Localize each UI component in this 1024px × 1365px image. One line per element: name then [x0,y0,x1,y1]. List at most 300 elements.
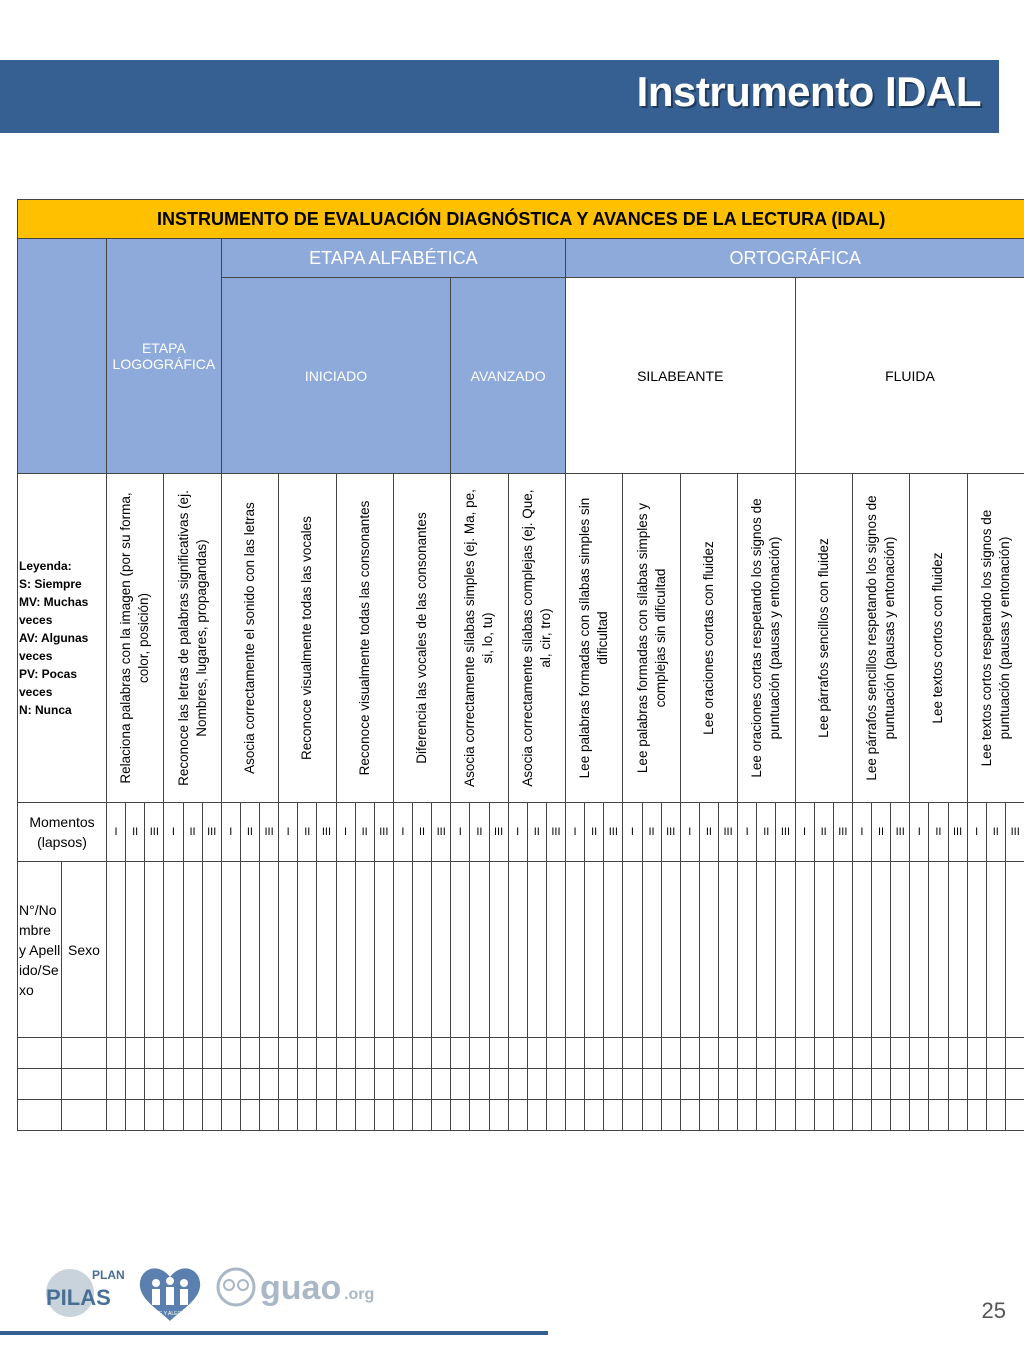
moment-cell: I [795,803,814,862]
score-cell[interactable] [623,1069,642,1100]
score-cell[interactable] [1005,862,1024,1038]
moment-cell: I [336,803,355,862]
score-cell[interactable] [221,1100,240,1131]
score-cell[interactable] [929,862,948,1038]
score-cell[interactable] [623,1100,642,1131]
idal-table [17,199,1024,1131]
moment-cell: II [929,803,948,862]
score-cell[interactable] [852,1069,871,1100]
score-cell[interactable] [355,1038,374,1069]
score-cell[interactable] [202,1069,221,1100]
score-cell[interactable] [240,862,259,1038]
score-cell[interactable] [546,1069,565,1100]
score-cell[interactable] [317,862,336,1038]
score-cell[interactable] [986,862,1005,1038]
score-cell[interactable] [642,1100,661,1131]
score-cell[interactable] [240,1069,259,1100]
score-cell[interactable] [795,1069,814,1100]
score-cell[interactable] [814,862,833,1038]
score-cell[interactable] [164,1100,183,1131]
score-cell[interactable] [336,1069,355,1100]
legend-header-cell [18,239,107,474]
score-cell[interactable] [585,1038,604,1069]
score-cell[interactable] [833,1038,852,1069]
score-cell[interactable] [814,1069,833,1100]
svg-text:FE Y ALEGRÍA: FE Y ALEGRÍA [156,1311,190,1317]
score-cell[interactable] [279,1069,298,1100]
score-cell[interactable] [604,1038,623,1069]
student-row [18,1100,1024,1131]
score-cell[interactable] [260,1038,279,1069]
score-cell[interactable] [164,862,183,1038]
score-cell[interactable] [623,862,642,1038]
score-cell[interactable] [489,1069,508,1100]
score-cell[interactable] [757,1069,776,1100]
score-cell[interactable] [451,862,470,1038]
score-cell[interactable] [623,1038,642,1069]
moment-cell: II [470,803,489,862]
score-cell[interactable] [374,862,393,1038]
moment-cell: I [967,803,986,862]
score-cell[interactable] [604,1100,623,1131]
student-info-cell[interactable] [62,1069,107,1100]
partner-logos [38,1255,398,1325]
score-cell[interactable] [757,1100,776,1131]
score-cell[interactable] [240,1100,259,1131]
table-title: INSTRUMENTO DE EVALUACIÓN DIAGNÓSTICA Y AVANCES DE LA LECTURA (IDAL) [18,200,1024,239]
score-cell[interactable] [719,1038,738,1069]
score-cell[interactable] [814,1038,833,1069]
moment-cell: II [699,803,718,862]
score-cell[interactable] [642,1038,661,1069]
score-cell[interactable] [795,862,814,1038]
score-cell[interactable] [852,862,871,1038]
score-cell[interactable] [183,862,202,1038]
score-cell[interactable] [986,1069,1005,1100]
score-cell[interactable] [566,1069,585,1100]
score-cell[interactable] [738,1100,757,1131]
score-cell[interactable] [891,1038,910,1069]
score-cell[interactable] [298,1100,317,1131]
score-cell[interactable] [355,1100,374,1131]
score-cell[interactable] [661,1038,680,1069]
score-cell[interactable] [738,862,757,1038]
score-cell[interactable] [527,1100,546,1131]
criterion-label: Lee palabras formadas con sílabas simples y complejas sin dificultad [634,502,668,774]
score-cell[interactable] [910,1100,929,1131]
score-cell[interactable] [107,1038,126,1069]
score-cell[interactable] [336,1038,355,1069]
score-cell[interactable] [814,1100,833,1131]
score-cell[interactable] [374,1038,393,1069]
score-cell[interactable] [986,1038,1005,1069]
score-cell[interactable] [604,1069,623,1100]
score-cell[interactable] [795,1100,814,1131]
moment-cell: I [164,803,183,862]
score-cell[interactable] [393,862,412,1038]
score-cell[interactable] [279,862,298,1038]
stage-ortografica: ORTOGRÁFICA [566,239,1024,278]
score-cell[interactable] [202,1100,221,1131]
score-cell[interactable] [202,1038,221,1069]
criterion-label: Lee oraciones cortas con fluidez [700,541,716,735]
score-cell[interactable] [470,1069,489,1100]
score-cell[interactable] [240,1038,259,1069]
moment-cell: I [852,803,871,862]
score-cell[interactable] [719,1100,738,1131]
score-cell[interactable] [470,1038,489,1069]
moment-cell: I [279,803,298,862]
score-cell[interactable] [393,1038,412,1069]
student-row [18,1069,1024,1100]
score-cell[interactable] [910,862,929,1038]
score-cell[interactable] [852,1038,871,1069]
score-cell[interactable] [546,1100,565,1131]
score-cell[interactable] [738,1038,757,1069]
moment-cell: III [604,803,623,862]
score-cell[interactable] [986,1100,1005,1131]
moment-cell: II [527,803,546,862]
score-cell[interactable] [260,862,279,1038]
moment-cell: II [757,803,776,862]
score-cell[interactable] [948,1038,967,1069]
student-info-cell[interactable] [62,1100,107,1131]
criterion-label: Reconoce visualmente todas las consonantes [356,500,372,776]
score-cell[interactable] [413,1100,432,1131]
score-cell[interactable] [776,1069,795,1100]
moment-cell: I [738,803,757,862]
score-cell[interactable] [183,1038,202,1069]
criterion-header [221,474,278,803]
score-cell[interactable] [183,1069,202,1100]
score-cell[interactable] [527,1069,546,1100]
score-cell[interactable] [680,1038,699,1069]
score-cell[interactable] [776,862,795,1038]
criterion-header [164,474,221,803]
moment-cell: II [872,803,891,862]
moment-cell: III [317,803,336,862]
moment-cell: III [891,803,910,862]
score-cell[interactable] [719,862,738,1038]
score-cell[interactable] [585,1069,604,1100]
score-cell[interactable] [546,862,565,1038]
score-cell[interactable] [929,1038,948,1069]
score-cell[interactable] [929,1069,948,1100]
criterion-header [852,474,909,803]
student-info-cell[interactable] [18,1100,62,1131]
score-cell[interactable] [776,1100,795,1131]
criterion-header [910,474,967,803]
score-cell[interactable] [757,1038,776,1069]
score-cell[interactable] [757,862,776,1038]
criterion-label: Lee palabras formadas con sílabas simples sin dificultad [577,497,611,779]
stage-logografica: ETAPA LOGOGRÁFICA [107,239,222,474]
moment-cell: I [107,803,126,862]
score-cell[interactable] [126,1069,145,1100]
substage-iniciado: INICIADO [221,278,451,474]
score-cell[interactable] [566,862,585,1038]
fe-y-alegria-logo [140,1268,200,1321]
legend-line: Leyenda: [19,559,72,573]
score-cell[interactable] [470,1100,489,1131]
score-cell[interactable] [145,1069,164,1100]
score-cell[interactable] [317,1100,336,1131]
score-cell[interactable] [891,862,910,1038]
criterion-label: Asocia correctamente el sonido con las letras [241,502,257,774]
criterion-header [967,474,1024,803]
moment-cell: III [260,803,279,862]
score-cell[interactable] [164,1069,183,1100]
score-cell[interactable] [546,1038,565,1069]
score-cell[interactable] [432,1069,451,1100]
score-cell[interactable] [107,1069,126,1100]
moment-cell: III [546,803,565,862]
score-cell[interactable] [374,1100,393,1131]
svg-text:PILAS: PILAS [46,1285,111,1310]
score-cell[interactable] [279,1038,298,1069]
svg-text:PLAN: PLAN [92,1268,125,1282]
score-cell[interactable] [451,1069,470,1100]
student-info-cell[interactable] [18,1069,62,1100]
score-cell[interactable] [279,1100,298,1131]
score-cell[interactable] [298,1069,317,1100]
substage-fluida: FLUIDA [795,278,1024,474]
score-cell[interactable] [872,862,891,1038]
score-cell[interactable] [432,1100,451,1131]
score-cell[interactable] [910,1069,929,1100]
criterion-header [279,474,336,803]
score-cell[interactable] [680,862,699,1038]
student-info-cell[interactable] [62,1038,107,1069]
score-cell[interactable] [661,862,680,1038]
moment-cell: I [221,803,240,862]
criterion-header [393,474,450,803]
score-cell[interactable] [680,1069,699,1100]
moment-cell: III [489,803,508,862]
score-cell[interactable] [413,1038,432,1069]
score-cell[interactable] [126,862,145,1038]
score-cell[interactable] [642,862,661,1038]
score-cell[interactable] [393,1069,412,1100]
score-cell[interactable] [145,1038,164,1069]
score-cell[interactable] [298,862,317,1038]
score-cell[interactable] [489,862,508,1038]
score-cell[interactable] [891,1100,910,1131]
score-cell[interactable] [852,1100,871,1131]
moment-cell: III [833,803,852,862]
stage-alfabetica: ETAPA ALFABÉTICA [221,239,565,278]
score-cell[interactable] [145,862,164,1038]
criterion-header [680,474,737,803]
score-cell[interactable] [967,1100,986,1131]
score-cell[interactable] [910,1038,929,1069]
score-cell[interactable] [107,862,126,1038]
moment-cell: III [1005,803,1024,862]
score-cell[interactable] [126,1038,145,1069]
score-cell[interactable] [699,862,718,1038]
moment-cell: I [393,803,412,862]
score-cell[interactable] [164,1038,183,1069]
score-cell[interactable] [355,862,374,1038]
score-cell[interactable] [948,1069,967,1100]
score-cell[interactable] [967,1069,986,1100]
title-banner [0,60,999,133]
score-cell[interactable] [527,862,546,1038]
score-cell[interactable] [508,1100,527,1131]
criterion-label: Lee párrafos sencillos respetando los signos de puntuación (pausas y entonación) [864,495,898,781]
score-cell[interactable] [508,1038,527,1069]
score-cell[interactable] [642,1069,661,1100]
score-cell[interactable] [451,1100,470,1131]
criterion-label: Lee textos cortos con fluidez [930,552,946,724]
score-cell[interactable] [221,1038,240,1069]
score-cell[interactable] [221,1069,240,1100]
score-cell[interactable] [489,1038,508,1069]
score-cell[interactable] [508,1069,527,1100]
page-number: 25 [981,1298,1006,1323]
score-cell[interactable] [413,1069,432,1100]
score-cell[interactable] [776,1038,795,1069]
score-cell[interactable] [336,1100,355,1131]
moment-cell: II [240,803,259,862]
score-cell[interactable] [260,1069,279,1100]
score-cell[interactable] [680,1100,699,1131]
score-cell[interactable] [432,1038,451,1069]
moment-cell: III [432,803,451,862]
score-cell[interactable] [872,1038,891,1069]
moment-cell: I [623,803,642,862]
substage-avanzado: AVANZADO [451,278,566,474]
moment-cell: III [719,803,738,862]
score-cell[interactable] [661,1100,680,1131]
moment-cell: III [374,803,393,862]
score-cell[interactable] [489,1100,508,1131]
legend [18,474,107,803]
score-cell[interactable] [336,862,355,1038]
score-cell[interactable] [566,1100,585,1131]
moment-cell: III [661,803,680,862]
legend-line: PV: Pocas veces [19,667,78,699]
moment-cell: I [508,803,527,862]
score-cell[interactable] [527,1038,546,1069]
score-cell[interactable] [833,862,852,1038]
score-cell[interactable] [317,1069,336,1100]
score-cell[interactable] [1005,1100,1024,1131]
score-cell[interactable] [738,1069,757,1100]
score-cell[interactable] [948,1100,967,1131]
score-cell[interactable] [833,1100,852,1131]
criterion-label: Lee textos cortos respetando los signos de puntuación (pausas y entonación) [979,509,1013,767]
criterion-header [508,474,565,803]
score-cell[interactable] [795,1038,814,1069]
guao-logo [218,1269,374,1307]
score-cell[interactable] [872,1100,891,1131]
score-cell[interactable] [604,862,623,1038]
score-cell[interactable] [374,1069,393,1100]
moment-cell: II [298,803,317,862]
criterion-header [795,474,852,803]
score-cell[interactable] [145,1100,164,1131]
name-label: N°/Nombre y Apellido/Sexo [18,862,62,1038]
score-cell[interactable] [661,1069,680,1100]
legend-line: MV: Muchas veces [19,595,89,627]
footer-divider [0,1331,548,1335]
legend-line: S: Siempre [19,577,82,591]
score-cell[interactable] [126,1100,145,1131]
moment-cell: II [642,803,661,862]
svg-text:guao: guao [260,1269,342,1307]
score-cell[interactable] [699,1069,718,1100]
score-cell[interactable] [413,862,432,1038]
score-cell[interactable] [451,1038,470,1069]
score-cell[interactable] [585,862,604,1038]
score-cell[interactable] [1005,1069,1024,1100]
score-cell[interactable] [699,1100,718,1131]
score-cell[interactable] [508,862,527,1038]
criterion-header [738,474,795,803]
score-cell[interactable] [260,1100,279,1131]
moment-cell: I [910,803,929,862]
moment-cell: I [451,803,470,862]
moment-cell: III [776,803,795,862]
criterion-header [566,474,623,803]
criterion-label: Asocia correctamente sílabas complejas (ej. Que, al, cir, tro) [519,489,553,787]
score-cell[interactable] [107,1100,126,1131]
criterion-label: Diferencia las vocales de las consonantes [414,512,430,764]
score-cell[interactable] [719,1069,738,1100]
sex-label: Sexo [62,862,107,1038]
score-cell[interactable] [872,1069,891,1100]
substage-silabeante: SILABEANTE [566,278,796,474]
moments-label: Momentos (lapsos) [18,803,107,862]
score-cell[interactable] [833,1069,852,1100]
student-info-cell[interactable] [18,1038,62,1069]
student-row [18,1038,1024,1069]
criterion-header [107,474,164,803]
score-cell[interactable] [699,1038,718,1069]
moment-cell: II [585,803,604,862]
moment-cell: I [566,803,585,862]
score-cell[interactable] [183,1100,202,1131]
score-cell[interactable] [566,1038,585,1069]
plan-pilas-logo [46,1268,125,1317]
score-cell[interactable] [948,862,967,1038]
criterion-label: Lee párrafos sencillos con fluidez [815,538,831,738]
score-cell[interactable] [221,862,240,1038]
score-cell[interactable] [1005,1038,1024,1069]
score-cell[interactable] [585,1100,604,1131]
moment-cell: II [413,803,432,862]
page-title: Instrumento IDAL [636,68,981,115]
moment-cell: III [202,803,221,862]
score-cell[interactable] [202,862,221,1038]
criterion-header [623,474,680,803]
score-cell[interactable] [470,862,489,1038]
score-cell[interactable] [393,1100,412,1131]
criterion-label: Reconoce visualmente todas las vocales [299,516,315,760]
score-cell[interactable] [355,1069,374,1100]
criterion-label: Lee oraciones cortas respetando los signos de puntuación (pausas y entonación) [749,498,783,778]
score-cell[interactable] [929,1100,948,1131]
score-cell[interactable] [317,1038,336,1069]
legend-line: N: Nunca [19,703,72,717]
score-cell[interactable] [967,1038,986,1069]
score-cell[interactable] [967,862,986,1038]
moment-cell: I [680,803,699,862]
score-cell[interactable] [891,1069,910,1100]
score-cell[interactable] [432,862,451,1038]
score-cell[interactable] [298,1038,317,1069]
